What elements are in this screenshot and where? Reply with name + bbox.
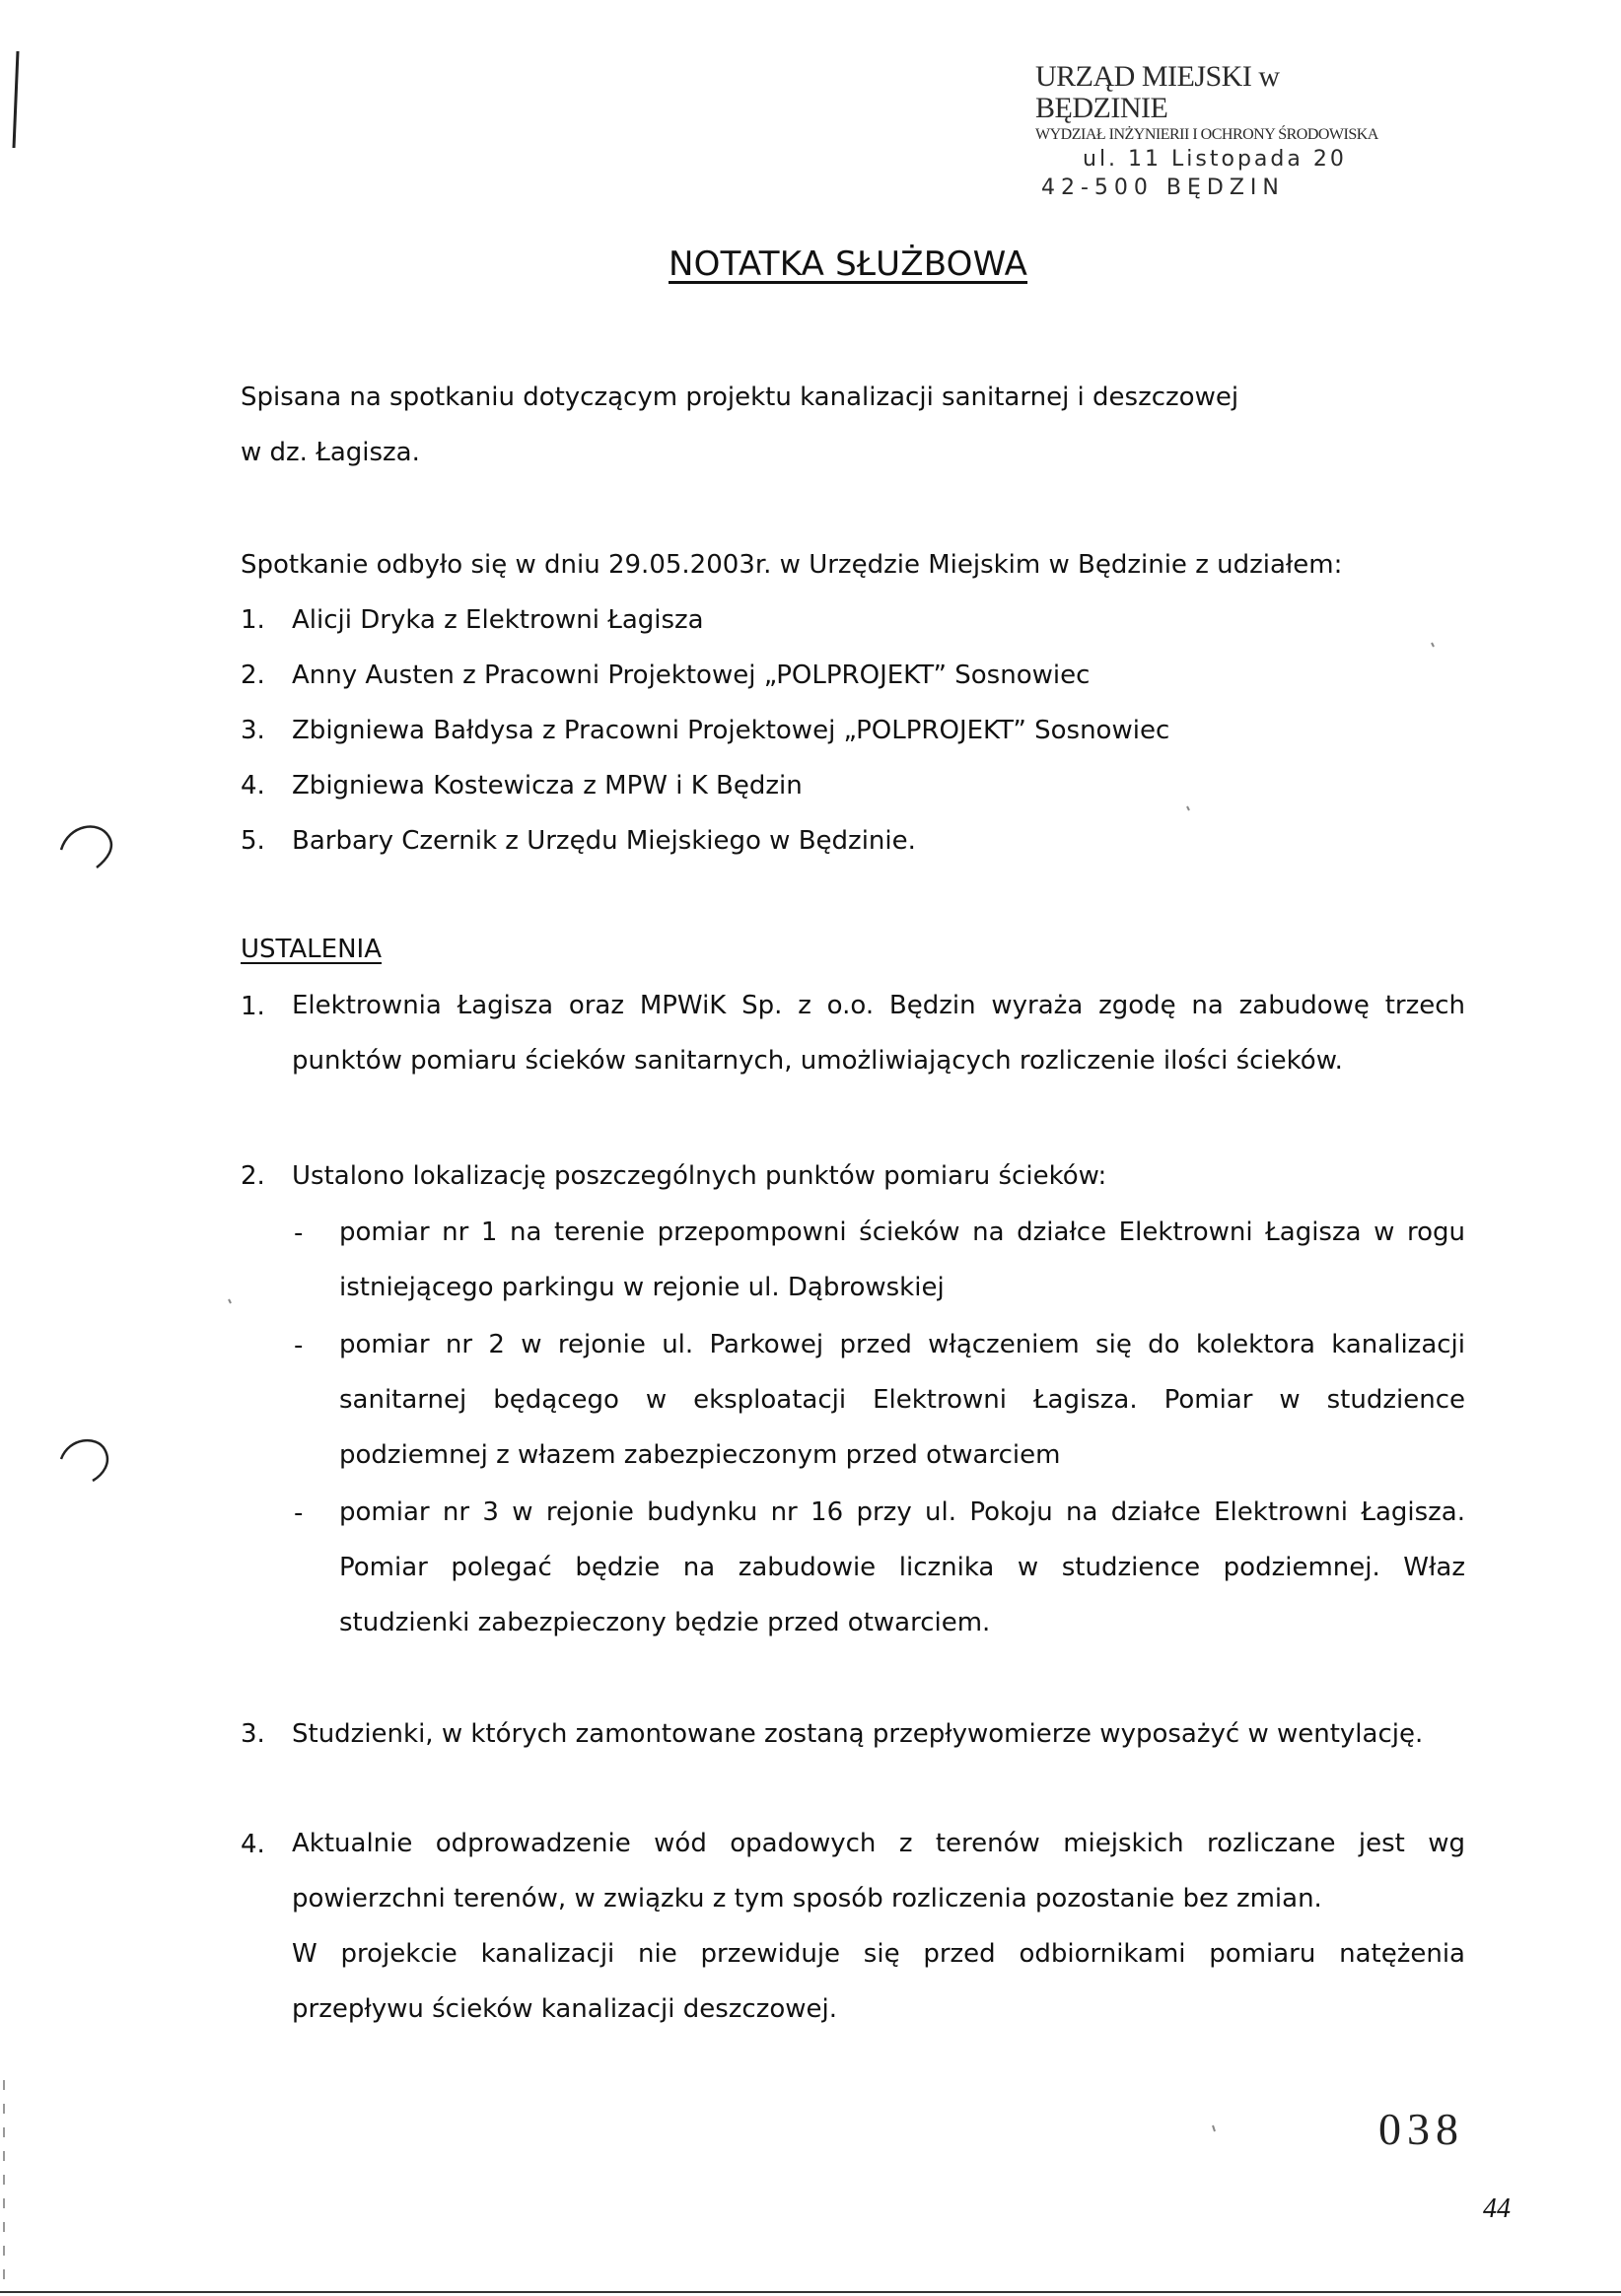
list-number: 3. xyxy=(241,716,265,745)
stamp-office-name: URZĄD MIEJSKI w BĘDZINIE xyxy=(1035,60,1280,124)
measurement-point-2 xyxy=(339,1317,1465,1483)
participant-name: Zbigniewa Bałdysa z Pracowni Projektowej „POLPROJEKT” Sosnowiec xyxy=(292,716,1170,745)
stamp-city: 42-500 BĘDZIN xyxy=(1041,175,1285,200)
text-line: Aktualnie odprowadzenie wód opadowych z terenów miejskich rozliczane jest wg xyxy=(292,1829,1465,1858)
text-line: podziemnej z włazem zabezpieczonym przed otwarciem xyxy=(339,1440,1061,1470)
measurement-point-1 xyxy=(339,1205,1465,1315)
meeting-statement: Spotkanie odbyło się w dniu 29.05.2003r. w Urzędzie Miejskim w Będzinie z udziałem: xyxy=(241,550,1343,580)
text-line: pomiar nr 3 w rejonie budynku nr 16 przy ul. Pokoju na działce Elektrowni Łagisza. xyxy=(339,1497,1465,1527)
text-line: istniejącego parkingu w rejonie ul. Dąbrowskiej xyxy=(339,1273,945,1302)
folio-number: 44 xyxy=(1483,2193,1511,2224)
text-line: pomiar nr 1 na terenie przepompowni ścieków na działce Elektrowni Łagisza w rogu xyxy=(339,1218,1465,1247)
office-stamp xyxy=(1035,61,1410,203)
list-number: 4. xyxy=(241,1830,265,1859)
section-heading: USTALENIA xyxy=(241,935,382,964)
list-number: 5. xyxy=(241,826,265,856)
measurement-point-3 xyxy=(339,1485,1465,1650)
document-page-number: 038 xyxy=(1378,2104,1464,2154)
bullet-dash: - xyxy=(294,1331,304,1360)
text-line: powierzchni terenów, w związku z tym sposób rozliczenia pozostanie bez zmian. xyxy=(292,1884,1322,1913)
participant-name: Alicji Dryka z Elektrowni Łagisza xyxy=(292,605,704,635)
intro-line-1: Spisana na spotkaniu dotyczącym projektu kanalizacji sanitarnej i deszczowej xyxy=(241,383,1239,412)
list-number: 1. xyxy=(241,605,265,635)
text-line: przepływu ścieków kanalizacji deszczowej. xyxy=(292,1994,838,2024)
ustalenie-1 xyxy=(292,978,1465,1088)
text-line: sanitarnej będącego w eksploatacji Elektrowni Łagisza. Pomiar w studzience xyxy=(339,1385,1465,1415)
list-number: 2. xyxy=(241,661,265,690)
intro-line-2: w dz. Łagisza. xyxy=(241,438,420,467)
text-line: studzienki zabezpieczony będzie przed otwarciem. xyxy=(339,1608,991,1637)
text-line: pomiar nr 2 w rejonie ul. Parkowej przed włączeniem się do kolektora kanalizacji xyxy=(339,1330,1465,1359)
ustalenie-2-intro: Ustalono lokalizację poszczególnych punktów pomiaru ścieków: xyxy=(292,1161,1107,1191)
stamp-street: ul. 11 Listopada 20 xyxy=(1083,147,1347,172)
participant-name: Zbigniewa Kostewicza z MPW i K Będzin xyxy=(292,771,803,800)
bullet-dash: - xyxy=(294,1498,304,1528)
text-line: punktów pomiaru ścieków sanitarnych, umożliwiających rozliczenie ilości ścieków. xyxy=(292,1046,1343,1076)
bullet-dash: - xyxy=(294,1218,304,1248)
text-line: W projekcie kanalizacji nie przewiduje się przed odbiornikami pomiaru natężenia xyxy=(292,1939,1465,1969)
list-number: 3. xyxy=(241,1719,265,1749)
list-number: 4. xyxy=(241,771,265,800)
text-line: Elektrownia Łagisza oraz MPWiK Sp. z o.o. Będzin wyraża zgodę na zabudowę trzech xyxy=(292,991,1465,1020)
ustalenie-3: Studzienki, w których zamontowane zostaną przepływomierze wyposażyć w wentylację. xyxy=(292,1719,1424,1749)
document-title: NOTATKA SŁUŻBOWA xyxy=(669,244,1028,284)
participant-name: Barbary Czernik z Urzędu Miejskiego w Będzinie. xyxy=(292,826,916,856)
bottom-edge-line xyxy=(0,2291,1621,2293)
ustalenie-4 xyxy=(292,1816,1465,2037)
participant-name: Anny Austen z Pracowni Projektowej „POLPROJEKT” Sosnowiec xyxy=(292,661,1091,690)
list-number: 2. xyxy=(241,1161,265,1191)
text-line: Pomiar polegać będzie na zabudowie licznika w studzience podziemnej. Właz xyxy=(339,1553,1465,1582)
stamp-department: WYDZIAŁ INŻYNIERII I OCHRONY ŚRODOWISKA xyxy=(1035,126,1378,143)
list-number: 1. xyxy=(241,992,265,1021)
